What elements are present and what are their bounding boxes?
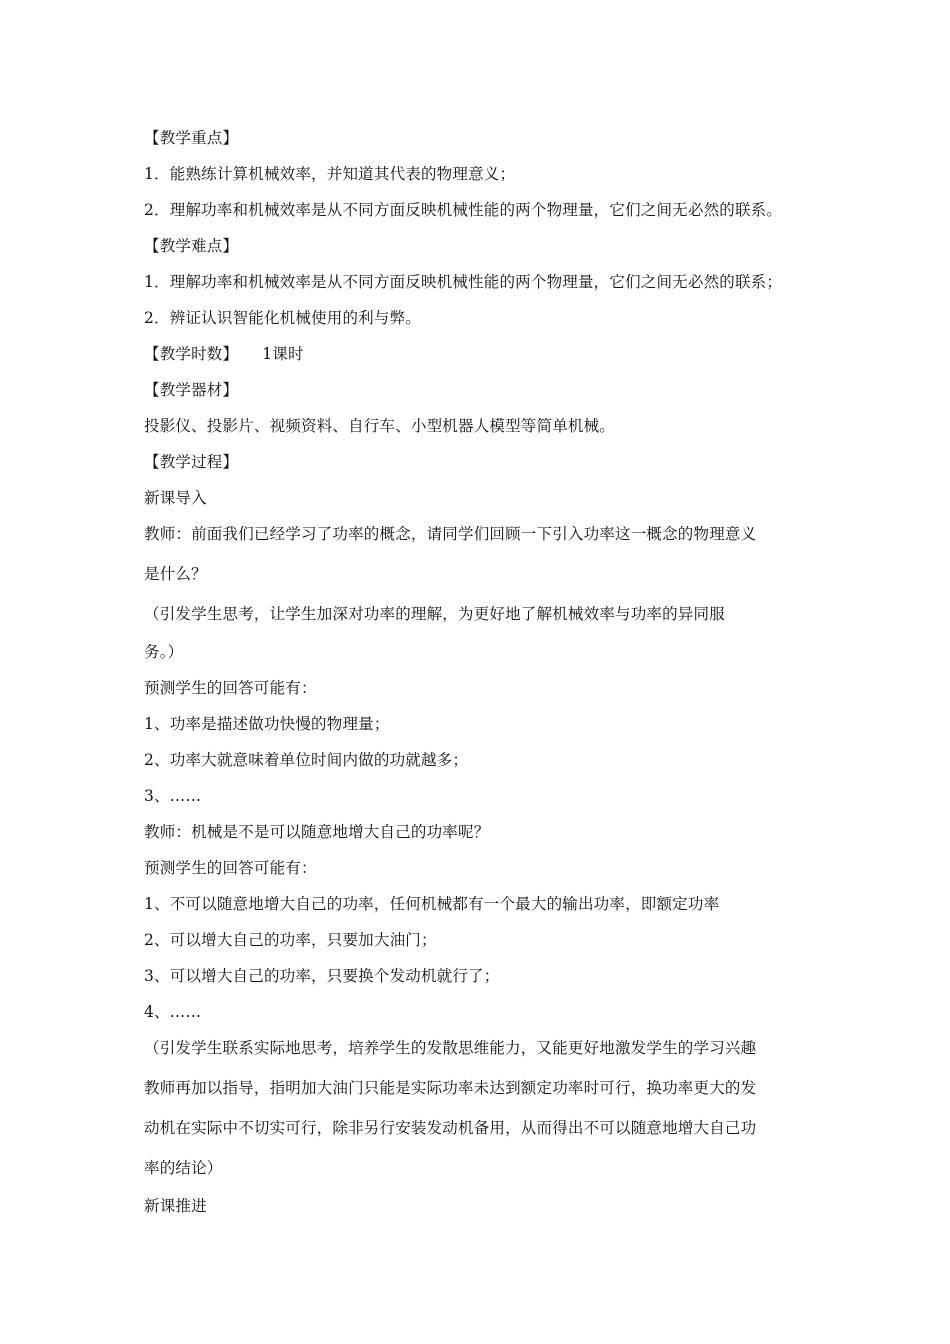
process-line: 是什么？	[144, 565, 207, 583]
process-line: 新课导入	[144, 489, 207, 507]
process-line: 1、不可以随意地增大自己的功率，任何机械都有一个最大的输出功率，即额定功率	[144, 895, 720, 913]
process-line: 务。）	[144, 643, 184, 661]
key-points-heading: 【教学重点】	[144, 129, 239, 147]
process-line: 2、可以增大自己的功率，只要加大油门；	[144, 931, 437, 949]
process-line: 预测学生的回答可能有：	[144, 679, 317, 697]
process-line: 3、可以增大自己的功率，只要换个发动机就行了；	[144, 967, 500, 985]
equipment-text: 投影仪、投影片、视频资料、自行车、小型机器人模型等简单机械。	[144, 417, 616, 435]
process-line: （引发学生联系实际地思考，培养学生的发散思维能力，又能更好地激发学生的学习兴趣	[144, 1039, 757, 1057]
key-point-item-1: 1．能熟练计算机械效率，并知道其代表的物理意义；	[144, 165, 516, 183]
process-line: 率的结论）	[144, 1159, 223, 1177]
key-point-item-2: 2．理解功率和机械效率是从不同方面反映机械性能的两个物理量，它们之间无必然的联系。	[144, 201, 783, 219]
process-line: 教师：前面我们已经学习了功率的概念，请同学们回顾一下引入功率这一概念的物理意义	[144, 525, 757, 543]
process-line: 4、……	[144, 1003, 202, 1021]
process-line: 2、功率大就意味着单位时间内做的功就越多；	[144, 751, 469, 769]
hours-heading: 【教学时数】	[144, 345, 239, 363]
process-line: 3、……	[144, 787, 202, 805]
process-line: 新课推进	[144, 1197, 207, 1215]
process-line: （引发学生思考，让学生加深对功率的理解，为更好地了解机械效率与功率的异同服	[144, 605, 725, 623]
process-line: 教师再加以指导，指明加大油门只能是实际功率未达到额定功率时可行，换功率更大的发	[144, 1079, 757, 1097]
process-line: 教师：机械是不是可以随意地增大自己的功率呢？	[144, 823, 490, 841]
hours-value: 1课时	[262, 345, 304, 363]
hours-line	[144, 343, 824, 365]
process-line: 1、功率是描述做功快慢的物理量；	[144, 715, 390, 733]
difficulty-item-2: 2．辨证认识智能化机械使用的利与弊。	[144, 309, 421, 327]
equipment-heading: 【教学器材】	[144, 381, 239, 399]
difficulty-item-1: 1．理解功率和机械效率是从不同方面反映机械性能的两个物理量，它们之间无必然的联系；	[144, 273, 783, 291]
process-line: 动机在实际中不切实可行，除非另行安装发动机备用，从而得出不可以随意地增大自己功	[144, 1119, 757, 1137]
difficulties-heading: 【教学难点】	[144, 237, 239, 255]
process-heading: 【教学过程】	[144, 453, 239, 471]
process-line: 预测学生的回答可能有：	[144, 859, 317, 877]
